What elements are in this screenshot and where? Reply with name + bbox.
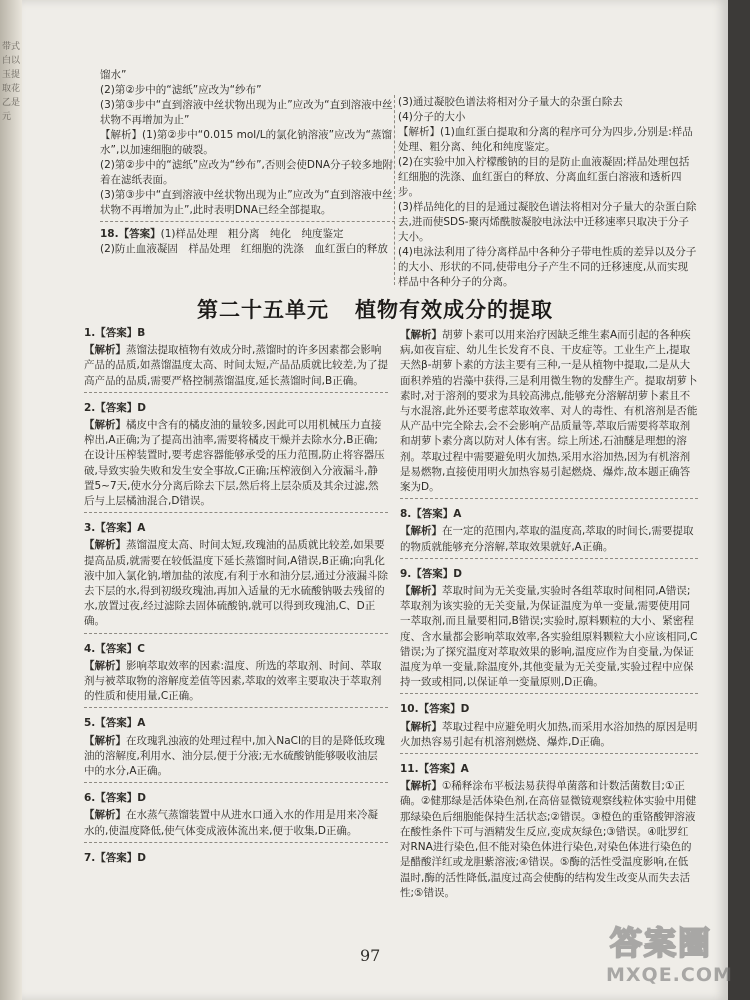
right-column (400, 326, 698, 909)
unit-name: 植物有效成分的提取 (355, 297, 553, 322)
svg-text:答案圈: 答案圈 (610, 924, 713, 962)
analysis-body: 影响萃取效率的因素:温度、所选的萃取剂、时间、萃取剂与被萃取物的溶解度差值等因素,萃取的效率主要取决于萃取剂的性质和使用量,C正确。 (84, 659, 382, 703)
analysis-tag: 【解析】 (400, 720, 442, 733)
answer-label: 18.【答案】 (100, 228, 161, 240)
dotted-divider (84, 512, 388, 513)
analysis-text (400, 720, 698, 750)
column-divider (394, 95, 395, 285)
dotted-divider (84, 782, 388, 783)
dotted-divider (400, 558, 698, 559)
dotted-divider (400, 693, 698, 694)
watermark-logo (608, 918, 726, 964)
answer-item (84, 401, 388, 513)
analysis-tag: 【解析】 (84, 539, 126, 552)
text-line: (3)第③步中“直到溶液中丝状物出现为止”应改为“直到溶液中丝状物不再增加为止” (100, 99, 393, 126)
analysis-tag: 【解析】 (400, 780, 442, 793)
analysis-tag: 【解析】 (84, 659, 126, 672)
analysis-body: 萃取过程中应避免明火加热,而采用水浴加热的原因是明火加热容易引起有机溶剂燃烧、爆炸,D正确。 (400, 720, 698, 748)
analysis-text (84, 538, 388, 629)
analysis-body: 在玫瑰乳浊液的处理过程中,加入NaCl的目的是降低玫瑰油的溶解度,利用水、油分层,便于分液;无水硫酸钠能够吸收油层中的水分,A正确。 (84, 734, 385, 778)
answer-label: 4.【答案】C (84, 642, 146, 655)
unit-title (22, 294, 728, 324)
analysis-tag: 【解析】 (400, 585, 442, 598)
answer-label: 9.【答案】D (400, 567, 463, 580)
dotted-divider (84, 842, 388, 843)
answer-item (84, 326, 388, 393)
answer-item (400, 328, 698, 499)
answer-item (84, 521, 388, 633)
analysis-body: 胡萝卜素可以用来治疗因缺乏维生素A而引起的各种疾病,如夜盲症、幼儿生长发育不良、干皮症等。工业生产上,提取天然β-胡萝卜素的方法主要有三种,一是从植物中提取,二是从大面积养殖的岩藻中获得,三是利用微生物的发酵生产。提取胡萝卜素时,对于溶剂的要求为具较高沸点,能够充分溶解胡萝卜素且不与水混溶,此外还要考虑萃取效率、对人的毒性、有机溶剂是否能从产品中完全除去,会不会影响产品质量等,萃取后需要将萃取剂和胡萝卜素分离以防对人体有害。综上所述,石油醚是理想的溶剂。萃取过程中需要避免明火加热,采用水浴加热,因为有机溶剂是易燃物,直接使用明火加热容易引起燃烧、爆炸,故本题正确答案为D。 (400, 329, 698, 494)
analysis-text (84, 734, 388, 780)
book-page (22, 0, 728, 1000)
answer-item (84, 851, 388, 866)
top-right-column (398, 95, 698, 290)
analysis-text (84, 659, 388, 705)
analysis-body: 萃取时间为无关变量,实验时各组萃取时间相同,A错误;萃取剂为该实验的无关变量,为保证温度为单一变量,需要使用同一萃取剂,而且量要相同,B错误;实验时,原料颗粒的大小、紧密程度、含水量都会影响萃取效率,各实验组原料颗粒大小应该相同,C错误;为了探究温度对萃取效果的影响,温度应作为自变量,为保证温度为单一变量,除温度外,其他变量为无关变量,实验过程中应保持一致或相同,以保证单一变量原则,D正确。 (400, 585, 698, 689)
dotted-divider (400, 753, 698, 754)
answer-label: 7.【答案】D (84, 851, 147, 864)
q18-block (100, 227, 395, 242)
answer-text: (1)样品处理 粗分离 纯化 纯度鉴定 (160, 228, 344, 240)
text-line: 馏水” (100, 69, 127, 81)
analysis-text (84, 418, 388, 509)
analysis-tag: 【解析】 (84, 419, 126, 432)
analysis-body: 橘皮中含有的橘皮油的量较多,因此可以用机械压力直接榨出,A正确;为了提高出油率,需要将橘皮干燥并去除水分,B正确;在设计压榨装置时,要考虑容器能够承受的压力范围,防止将容器压破,导致实验失败和发生安全事故,C正确;压榨液倒入分液漏斗,静置5~7天,使水分分离后除去下层,然后将上层杂质及其余过滤,然后与上层橘油混合,D错误。 (84, 419, 385, 508)
dotted-divider (84, 707, 388, 708)
analysis-tag: 【解析】 (84, 734, 126, 747)
dotted-divider (400, 498, 698, 499)
text-line: (2)第②步中的“滤纸”应改为“纱布”,否则会使DNA分子较多地附着在滤纸表面。 (100, 159, 394, 186)
analysis-body: 蒸馏法提取植物有效成分时,蒸馏时的许多因素都会影响产品的品质,如蒸馏温度太高、时间太短,产品品质就比较差,为了提高产品的品质,需要严格控制蒸馏温度,延长蒸馏时间,B正确。 (84, 344, 389, 387)
analysis-text (400, 779, 698, 901)
answer-label: 10.【答案】D (400, 703, 470, 716)
analysis-tag: 【解析】 (400, 525, 442, 538)
text-line: (3)通过凝胶色谱法将相对分子量大的杂蛋白除去 (398, 96, 623, 108)
answer-label: 5.【答案】A (84, 717, 146, 730)
analysis-tag: 【解析】 (400, 329, 442, 341)
text-line: (3)样品纯化的目的是通过凝胶色谱法将相对分子量大的杂蛋白除去,进而使SDS-聚丙烯酰胺凝胶电泳法中迁移速率只取决于分子大小。 (398, 201, 697, 243)
analysis-body: 蒸馏温度太高、时间太短,玫瑰油的品质就比较差,如果要提高品质,就需要在较低温度下延长蒸馏时间,A错误,B正确;向乳化液中加入氯化钠,增加盐的浓度,有利于水和油分层,通过分液漏斗除去下层的水,得到初级玫瑰油,再加入适量的无水硫酸钠吸去残留的水,放置过夜,经过滤除去固体硫酸钠,就可以得到玫瑰油,C、D正确。 (84, 539, 389, 628)
text-line: (2)在实验中加入柠檬酸钠的目的是防止血液凝固;样品处理包括红细胞的洗涤、血红蛋白的释放、分离血红蛋白溶液和透析四步。 (398, 156, 690, 198)
text-line: (2)第②步中的“滤纸”应改为“纱布” (100, 84, 262, 96)
answer-item (84, 716, 388, 783)
answer-item (84, 642, 388, 709)
adjacent-page-text: 带式白以玉提取花乙是元 (2, 42, 21, 122)
text-line: (3)第③步中“直到溶液中丝状物出现为止”应改为“直到溶液中丝状物不再增加为止”,此时表明DNA已经全部提取。 (100, 189, 393, 216)
answer-label: 1.【答案】B (84, 327, 146, 339)
dotted-divider (84, 392, 388, 393)
answer-label: 3.【答案】A (84, 522, 146, 535)
watermark-url: MXQE.COM (606, 964, 733, 986)
answer-label: 2.【答案】D (84, 401, 147, 414)
answer-label: 8.【答案】A (400, 508, 462, 521)
text-line: (4)电泳法利用了待分离样品中各种分子带电性质的差异以及分子的大小、形状的不同,使带电分子产生不同的迁移速度,从而实现样品中各种分子的分离。 (398, 246, 697, 288)
analysis-text (400, 328, 698, 495)
dotted-divider (100, 221, 395, 222)
analysis-text (84, 343, 388, 389)
text-line: 【解析】(1)血红蛋白提取和分离的程序可分为四步,分别是:样品处理、粗分离、纯化和纯度鉴定。 (398, 126, 693, 153)
answer-item (400, 567, 698, 695)
unit-number: 第二十五单元 (197, 297, 329, 322)
analysis-tag: 【解析】 (84, 809, 126, 822)
answer-item (400, 507, 698, 559)
text-line: (4)分子的大小 (398, 111, 466, 123)
analysis-text (84, 808, 388, 838)
analysis-body: 在一定的范围内,萃取的温度高,萃取的时间长,需要提取的物质就能够充分溶解,萃取效果就好,A正确。 (400, 525, 694, 553)
analysis-text (400, 584, 698, 690)
dotted-divider (84, 633, 388, 634)
analysis-text (400, 524, 698, 554)
analysis-body: 在水蒸气蒸馏装置中从进水口通入水的作用是用来冷凝水的,使温度降低,使气体变成液体流出来,便于收集,D正确。 (84, 809, 378, 837)
page-number: 97 (360, 946, 381, 965)
answer-label: 6.【答案】D (84, 792, 147, 805)
left-column (84, 326, 388, 874)
answer-label: 11.【答案】A (400, 763, 469, 776)
answer-item (400, 702, 698, 754)
text-line: 【解析】(1)第②步中“0.015 mol/L的氯化钠溶液”应改为“蒸馏水”,以加速细胞的破裂。 (100, 129, 392, 156)
adjacent-page-edge (0, 0, 22, 1000)
analysis-body: ①稀释涂布平板法易获得单菌落和计数活菌数目;①正确。②健那绿是活体染色剂,在高倍显微镜观察线粒体实验中用健那绿染色后细胞能保持生活状态;②错误。③橙色的重铬酸钾溶液在酸性条件下可与酒精发生反应,变成灰绿色;③错误。④吡罗红对RNA进行染色,但不能对染色体进行染色,对染色体进行染色的是醋酸洋红或龙胆紫溶液;④错误。⑤酶的活性受温度影响,在低温时,酶的活性降低,温度过高会使酶的结构发生改变从而失去活性;⑤错误。 (400, 780, 697, 899)
analysis-tag: 【解析】 (84, 344, 126, 357)
answer-item (400, 762, 698, 901)
top-left-column (100, 68, 395, 257)
answer-text: (2)防止血液凝固 样品处理 红细胞的洗涤 血红蛋白的释放 (100, 243, 388, 255)
answer-item (84, 791, 388, 843)
